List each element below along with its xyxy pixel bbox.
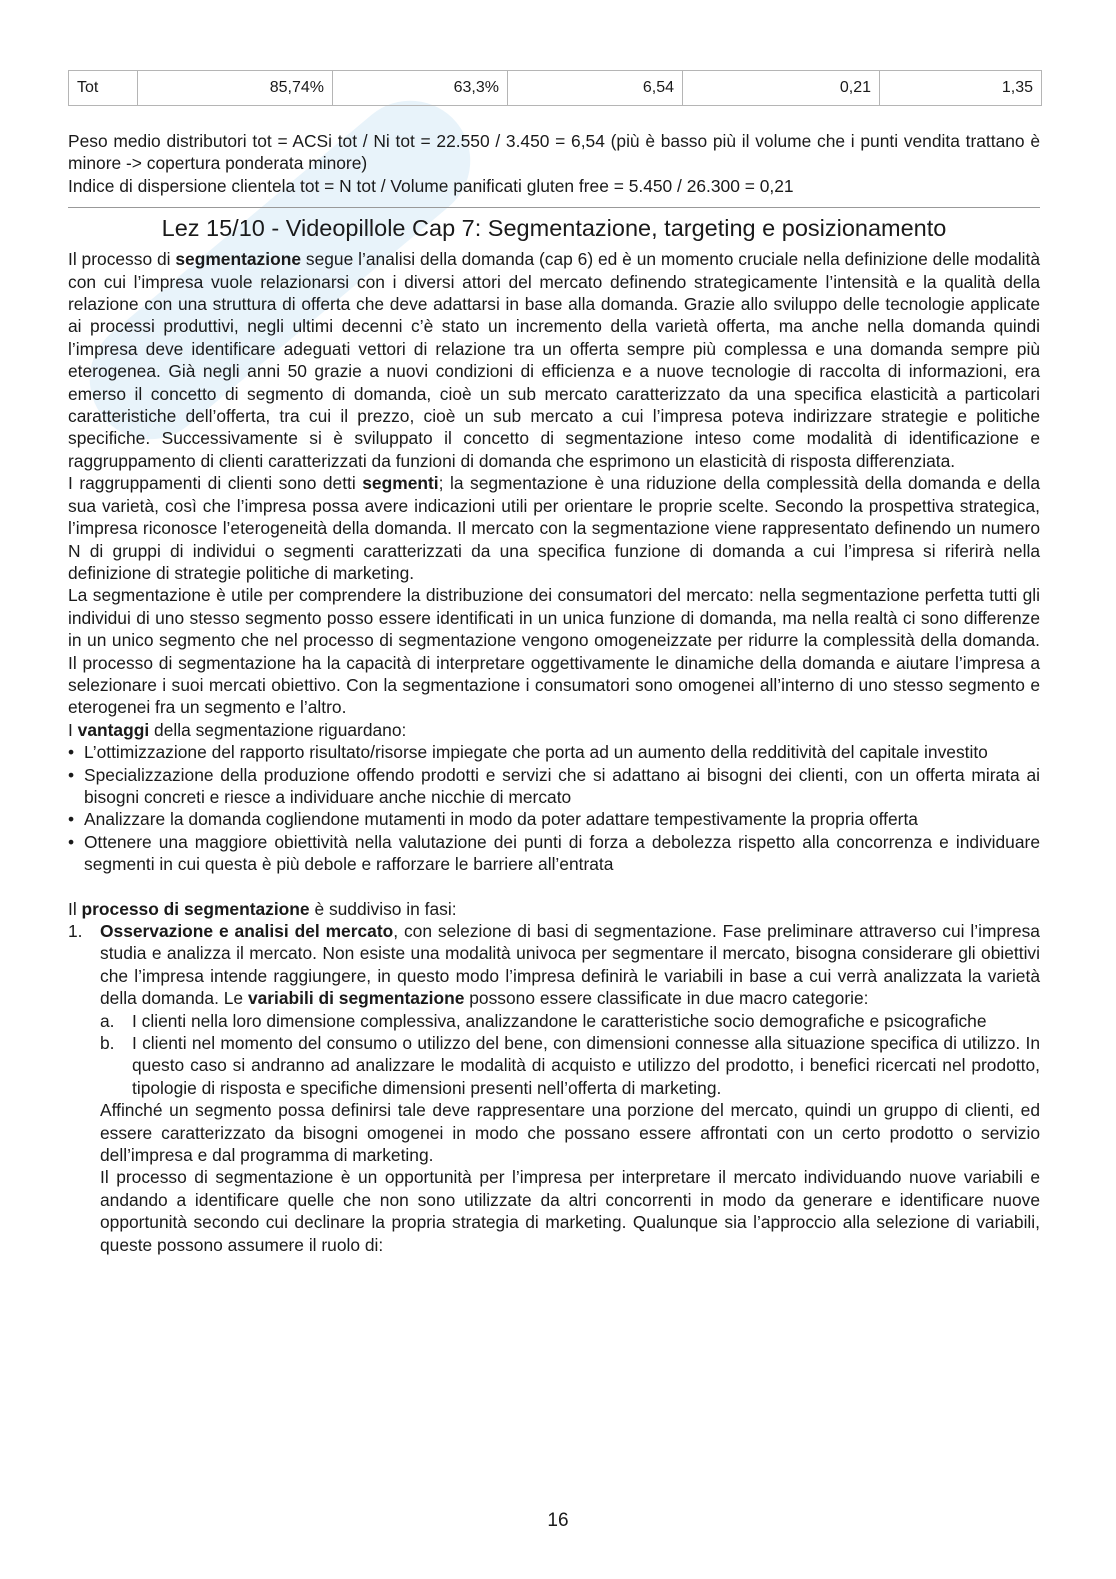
table-cell: 6,54 (508, 71, 683, 106)
table-cell: 85,74% (138, 71, 333, 106)
table-row (69, 71, 1042, 106)
totals-table (68, 70, 1042, 106)
list-item: • Specializzazione della produzione offendo prodotti e servizi che si adattano ai bisogni dei clienti, con un offerta mirata ai bisogni concreti e riesce a individuare anche nicchie di mercato (68, 764, 1040, 809)
sub-item-b-text: I clienti nel momento del consumo o utilizzo del bene, con dimensioni connesse alla situazione specifica di utilizzo. In questo caso si andranno ad analizzare le modalità di acquisto e utilizzo del prodotto, i benefici ricercati nel prodotto, tipologie di risposta e specifiche dimensioni presenti nell’offerta di marketing. (132, 1033, 1040, 1098)
sub-item-a-text: I clienti nella loro dimensione complessiva, analizzandone le caratteristiche socio demografiche e psicografiche (132, 1010, 987, 1031)
list-item: • Analizzare la domanda cogliendone mutamenti in modo da poter adattare tempestivamente la propria offerta (68, 808, 1040, 830)
lesson-heading: Lez 15/10 - Videopillole Cap 7: Segmentazione, targeting e posizionamento (161, 215, 947, 242)
list-item: • L’ottimizzazione del rapporto risultato/risorse impiegate che porta ad un aumento della redditività del capitale investito (68, 741, 1040, 763)
table-cell: Tot (69, 71, 138, 106)
page-number: 16 (547, 1510, 569, 1531)
section-divider (68, 207, 1040, 208)
sub-item-a (100, 1010, 1040, 1032)
phase-1-continuation: Affinché un segmento possa definirsi tale deve rappresentare una porzione del mercato, quindi un gruppo di clienti, ed essere caratterizzato da bisogni omogenei in modo che possano essere affrontati con un certo prodotto o servizio dell’impresa e dal programma di marketing. (100, 1100, 1040, 1166)
sub-letter: a. (100, 1010, 115, 1031)
peso-medio-text: Peso medio distributori tot = ACSi tot / Ni tot = 22.550 / 3.450 = 6,54 (più è basso più il volume che i punti vendita trattano è minore -> copertura ponderata minore) (68, 131, 1040, 174)
paragraph-segmenti: I raggruppamenti di clienti sono detti segmenti; la segmentazione è una riduzione della complessità della domanda e della sua varietà, così che l’impresa possa avere indicazioni utili per orientare le proprie scelte. Secondo la prospettiva strategica, l’impresa riconosce l’eterogeneità della domanda. Il mercato con la segmentazione viene rappresentato definendo un numero N di gruppi di individui o segmenti caratterizzati da una specifica funzione di domanda a cui l’impresa si riferirà nella definizione di strategie politiche di marketing. (68, 473, 1040, 583)
sub-item-b (100, 1032, 1040, 1099)
indice-text: Indice di dispersione clientela tot = N tot / Volume panificati gluten free = 5.450 / 26.300 = 0,21 (68, 175, 794, 196)
table-cell: 63,3% (333, 71, 508, 106)
page-content (68, 70, 1040, 1256)
paragraph-utilita: La segmentazione è utile per comprendere la distribuzione dei consumatori del mercato: nella segmentazione perfetta tutti gli individui di uno stesso segmento posso essere identificati in un unica funzione di domanda, ma nella realtà ci sono differenze in un unico segmento che nel processo di segmentazione vengono omogeneizzate per ridurre la complessità della domanda. Il processo di segmentazione ha la capacità di interpretare oggettivamente le dinamiche della domanda e aiutare l’impresa a selezionare i suoi mercati obiettivo. Con la segmentazione i consumatori sono omogenei all’interno di uno stesso segmento e eterogenei fra un segmento e l’altro. (68, 585, 1040, 718)
phase-1-text: Osservazione e analisi del mercato, con selezione di basi di segmentazione. Fase preliminare attraverso cui l’impresa studia e analizza il mercato. Non esiste una modalità univoca per segmentare il mercato, bisogna considerare gli obiettivi che l’impresa intende raggiungere, in questo modo l’impresa definirà le variabili in base a cui verrà analizzata la varietà della domanda. Le variabili di segmentazione possono essere classificate in due macro categorie: (100, 921, 1040, 1009)
vantaggi-list (68, 741, 1040, 875)
table-cell: 1,35 (880, 71, 1042, 106)
list-number: 1. (68, 921, 83, 941)
sub-letter: b. (100, 1033, 115, 1054)
phase-item-1 (68, 920, 1040, 1256)
table-cell: 0,21 (683, 71, 880, 106)
paragraph-segmentazione: Il processo di segmentazione segue l’analisi della domanda (cap 6) ed è un momento cruciale nella definizione delle modalità con cui l’impresa vuole relazionarsi con i diversi attori del mercato definendo strategicamente l’intensità e la qualità della relazione con una struttura di offerta che deve adattarsi in base alla domanda. Grazie allo sviluppo delle tecnologie applicate ai processi produttivi, negli ultimi decenni c’è stato un incremento della varietà offerta, ma anche nella domanda quindi l’impresa deve identificare adeguati vettori di relazione tra un offerta sempre più complessa e una domanda sempre più eterogenea. Già negli anni 50 grazie a nuovi condizioni di efficienza e a nuove tecnologie di raccolta di informazioni, era emerso il concetto di segmento di domanda, cioè un sub mercato caratterizzato da una specifica elasticità a particolari caratteristiche dell’offerta, tra cui il prezzo, cioè un sub mercato a cui l’impresa poteva indirizzare strategie e politiche specifiche. Successivamente si è sviluppato il concetto di segmentazione inteso come modalità di identificazione e raggruppamento di clienti caratterizzati da funzioni di domanda che esprimono un elasticità di risposta differenziata. (68, 249, 1040, 471)
list-item: • Ottenere una maggiore obiettività nella valutazione dei punti di forza a debolezza rispetto alla concorrenza e individuare segmenti in cui questa è più debole e rafforzare le barriere all’entrata (68, 831, 1040, 876)
phase-1-continuation: Il processo di segmentazione è un opportunità per l’impresa per interpretare il mercato individuando nuove variabili e andando a identificare quelle che non sono utilizzate da altri concorrenti in modo da generare e identificare nuove opportunità secondo cui declinare la propria strategia di marketing. Qualunque sia l’approccio alla selezione di variabili, queste possono assumere il ruolo di: (100, 1167, 1040, 1255)
paragraph-vantaggi: I vantaggi della segmentazione riguardano: (68, 719, 407, 740)
paragraph-fasi: Il processo di segmentazione è suddiviso in fasi: (68, 898, 457, 919)
calculations (68, 130, 1040, 197)
